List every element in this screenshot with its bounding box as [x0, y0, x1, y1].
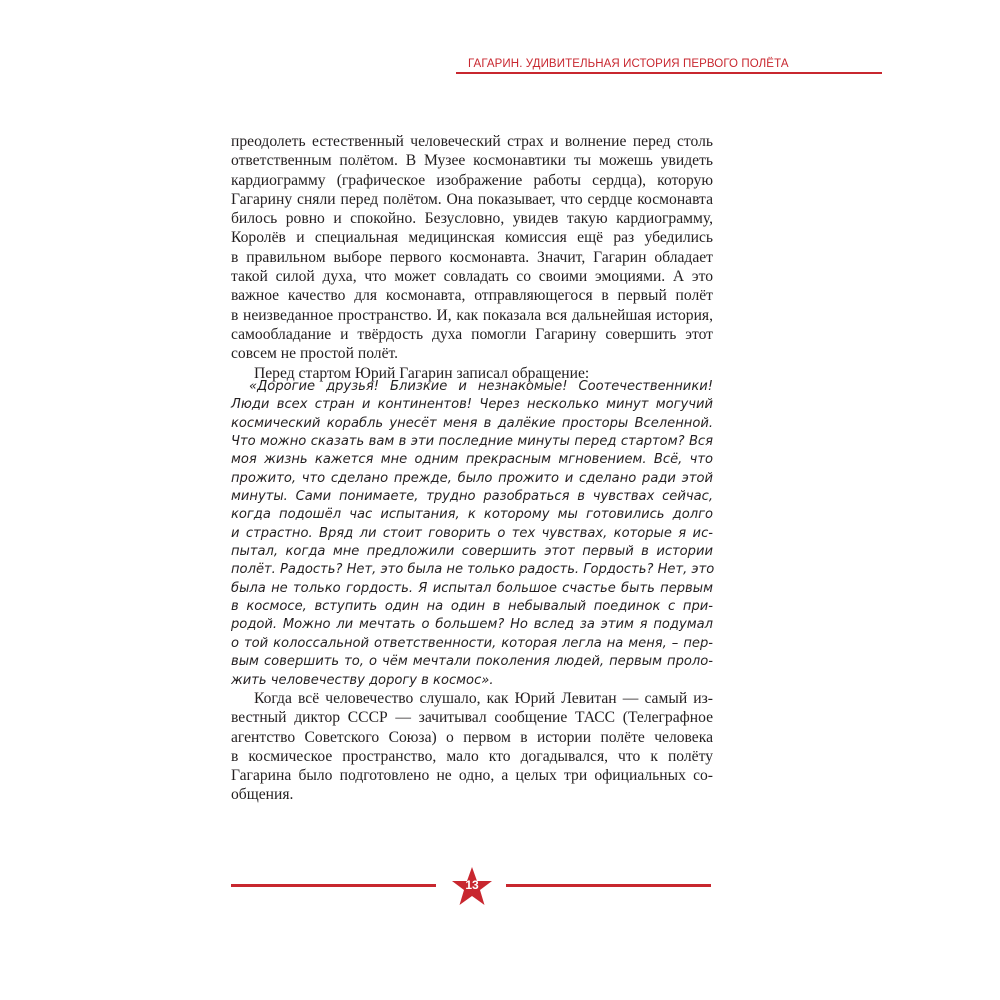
quote-line: когда подошёл час испытания, к которому мы готовились долго	[231, 507, 713, 523]
quote-line: полёт. Радость? Нет, это была не только радость. Гордость? Нет, это	[231, 562, 715, 578]
text-line: Когда всё человечество слушало, как Юрий Левитан — самый из-	[254, 690, 713, 707]
quote-line: жить человечеству дорогу в космос».	[231, 672, 494, 688]
footer-rule-left	[231, 884, 436, 887]
quote-line: космический корабль унесёт меня в далёкие просторы Вселенной.	[231, 415, 713, 431]
quote-line: родой. Можно ли мечтать о большем? Но вслед за этим я подумал	[231, 617, 713, 633]
page-number: 13	[465, 878, 479, 892]
paragraph-2: Перед стартом Юрий Гагарин записал обращение:	[254, 364, 590, 382]
text-line: совсем не простой полёт.	[231, 345, 399, 363]
text-line: кардиограмму (графическое изображение работы сердца), которую	[231, 171, 713, 189]
quote-line: о той колоссальной ответственности, которая легла на меня, – пер-	[231, 635, 713, 651]
text-line: важное качество для космонавта, отправляющегося в первый полёт	[231, 287, 713, 305]
text-line: общения.	[231, 786, 294, 804]
text-line: в правильном выборе первого космонавта. Значит, Гагарин обладает	[231, 248, 713, 266]
quote-line: «Дорогие друзья! Близкие и незнакомые! Соотечественники!	[249, 379, 713, 394]
text-line: Королёв и специальная медицинская комиссия ещё раз убедились	[231, 229, 713, 247]
text-line: самообладание и твёрдость духа помогли Гагарину совершить этот	[231, 325, 713, 343]
text-line: вестный диктор СССР — зачитывал сообщение ТАСС (Телеграфное	[231, 709, 713, 727]
quote-line: пытал, когда мне предложили совершить этот первый в истории	[231, 544, 713, 560]
quote-line: моя жизнь кажется мне одним прекрасным мгновением. Всё, что	[231, 452, 713, 468]
footer-rule-right	[506, 884, 711, 887]
quote-line: минуты. Сами понимаете, трудно разобраться в чувствах сейчас,	[231, 489, 713, 505]
quote-line: Люди всех стран и континентов! Через несколько минут могучий	[231, 397, 713, 413]
quote-line: Что можно сказать вам в эти последние минуты перед стартом? Вся	[231, 434, 713, 450]
text-line: в неизведанное пространство. И, как показала вся дальнейшая история,	[231, 306, 713, 324]
paragraph-1	[231, 132, 713, 383]
text-line: Гагарина было подготовлено не одно, а целых три официальных со-	[231, 767, 713, 785]
text-line: Гагарину сняли перед полётом. Она показывает, что сердце космонавта	[231, 190, 713, 208]
paragraph-3	[231, 689, 713, 805]
quote-line: была не только гордость. Я испытал большое счастье быть первым	[231, 580, 713, 596]
text-line: преодолеть естественный человеческий страх и волнение перед столь	[231, 133, 713, 150]
running-header: ГАГАРИН. УДИВИТЕЛЬНАЯ ИСТОРИЯ ПЕРВОГО ПОЛЁТА	[468, 58, 789, 70]
text-line: билось ровно и спокойно. Безусловно, увидев такую кардиограмму,	[231, 210, 713, 228]
header-rule	[456, 72, 882, 74]
gagarin-address-quote	[231, 378, 713, 690]
quote-line: и страстно. Вряд ли стоит говорить о тех чувствах, которые я ис-	[231, 525, 713, 541]
quote-line: в космосе, вступить один на один в небывалый поединок с при-	[231, 599, 713, 615]
text-line: ответственным полётом. В Музее космонавтики ты можешь увидеть	[231, 152, 713, 170]
text-line: такой силой духа, что может совладать со своими эмоциями. А это	[231, 268, 713, 286]
text-line: в космическое пространство, мало кто догадывался, что к полёту	[231, 747, 713, 765]
quote-line: вым совершить то, о чём мечтали поколения людей, первым проло-	[231, 654, 713, 670]
quote-line: прожито, что сделано прежде, было прожито и сделано ради этой	[231, 470, 713, 486]
text-line: агентство Советского Союза) о первом в истории полёте человека	[231, 728, 713, 746]
